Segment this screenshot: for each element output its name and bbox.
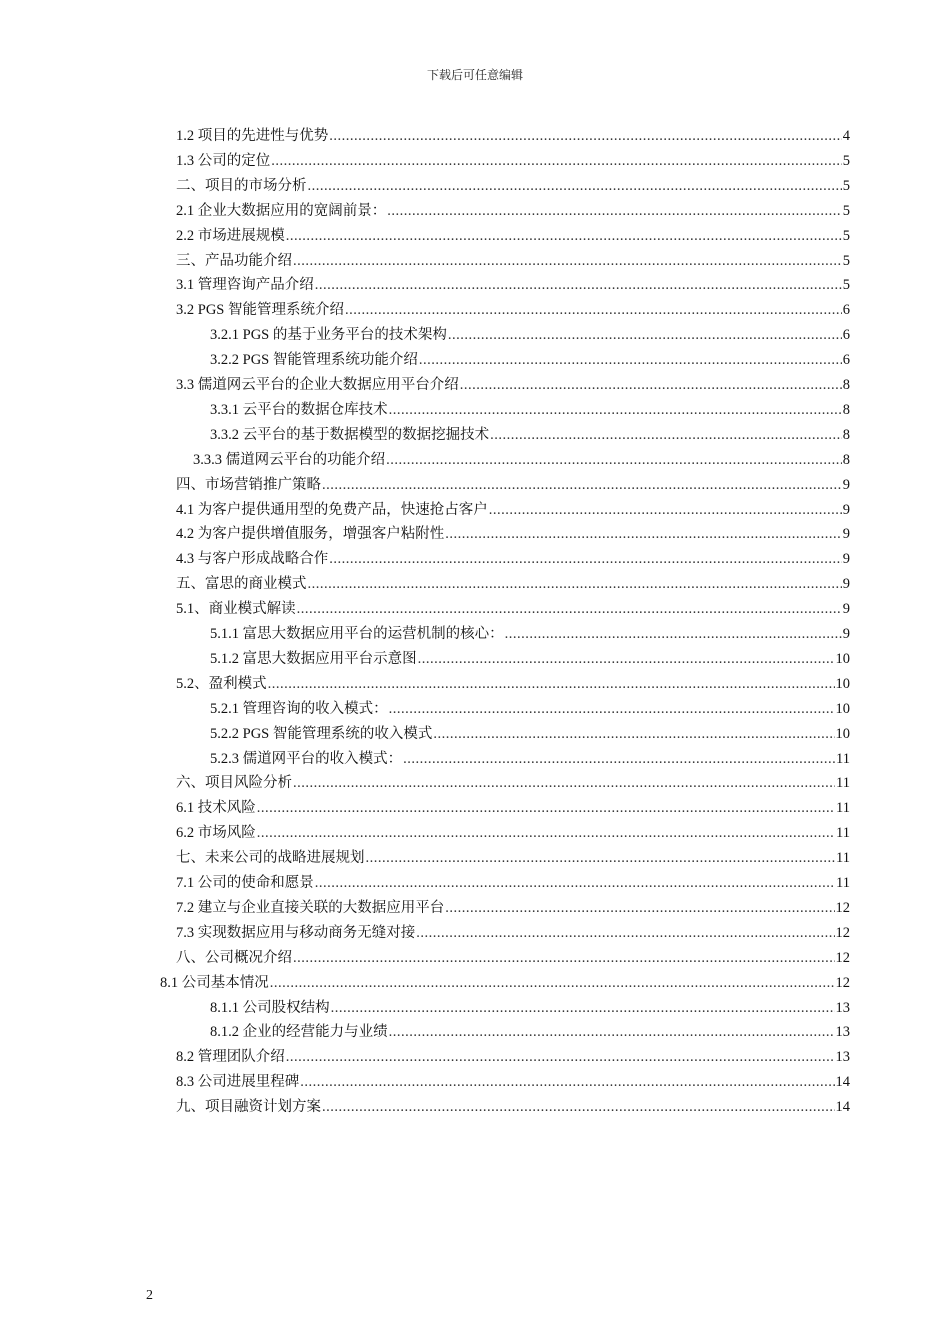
toc-entry[interactable]	[176, 174, 850, 198]
toc-entry-page: 9	[842, 476, 850, 493]
toc-entry-label: 3.2 PGS 智能管理系统介绍	[176, 302, 344, 319]
toc-leader-dots	[329, 547, 842, 571]
toc-entry[interactable]	[210, 348, 850, 372]
toc-entry[interactable]	[176, 1070, 850, 1094]
toc-entry-page: 5	[842, 277, 850, 294]
toc-entry-label: 5.1、商业模式解读	[176, 601, 296, 618]
toc-entry-label: 三、产品功能介绍	[176, 252, 292, 269]
toc-entry-page: 11	[836, 825, 850, 842]
toc-entry-page: 9	[842, 551, 850, 568]
toc-entry-label: 5.1.1 富思大数据应用平台的运营机制的核心：	[210, 626, 504, 642]
toc-entry[interactable]	[210, 1020, 850, 1044]
toc-leader-dots	[366, 846, 836, 870]
toc-entry-label: 3.3.3 儒道网云平台的功能介绍	[193, 451, 386, 468]
toc-entry-label: 2.2 市场进展规模	[176, 227, 285, 244]
toc-entry-label: 5.2.3 儒道网平台的收入模式：	[210, 750, 403, 767]
toc-entry-page: 10	[835, 675, 850, 692]
toc-entry-page: 6	[842, 302, 850, 319]
toc-entry[interactable]	[160, 971, 850, 995]
toc-entry-label: 3.3.2 云平台的基于数据模型的数据挖掘技术	[210, 426, 490, 443]
toc-entry-label: 1.3 公司的定位	[176, 152, 271, 169]
toc-entry-page: 5	[842, 177, 850, 194]
toc-leader-dots	[293, 249, 842, 273]
toc-entry-label: 七、未来公司的战略进展规划	[176, 850, 365, 867]
toc-entry-page: 11	[836, 775, 850, 792]
toc-entry[interactable]	[176, 771, 850, 795]
toc-entry-label: 4.3 与客户形成战略合作	[176, 551, 329, 568]
toc-entry-label: 二、项目的市场分析	[176, 177, 307, 194]
toc-entry[interactable]	[176, 672, 850, 696]
toc-entry-label: 7.2 建立与企业直接关联的大数据应用平台	[176, 899, 445, 916]
toc-entry-page: 13	[835, 1024, 850, 1041]
toc-leader-dots	[322, 473, 842, 497]
toc-entry-label: 3.1 管理咨询产品介绍	[176, 277, 314, 294]
toc-entry-label: 九、项目融资计划方案	[176, 1099, 321, 1116]
toc-leader-dots	[293, 771, 835, 795]
toc-entry-page: 8	[842, 451, 850, 468]
toc-leader-dots	[416, 921, 834, 945]
toc-entry-label: 8.3 公司进展里程碑	[176, 1074, 300, 1091]
toc-leader-dots	[286, 224, 842, 248]
toc-entry-label: 六、项目风险分析	[176, 775, 292, 792]
toc-entry[interactable]	[176, 1045, 850, 1069]
toc-entry-label: 3.3.1 云平台的数据仓库技术	[210, 401, 388, 418]
toc-leader-dots	[489, 498, 842, 522]
toc-entry-label: 五、富思的商业模式	[176, 576, 307, 593]
toc-entry[interactable]	[210, 622, 850, 646]
toc-entry-page: 13	[835, 1049, 850, 1066]
toc-entry-label: 6.2 市场风险	[176, 825, 256, 842]
toc-entry[interactable]	[176, 273, 850, 297]
toc-entry[interactable]	[210, 423, 850, 447]
toc-leader-dots	[505, 622, 842, 646]
toc-entry[interactable]	[176, 821, 850, 845]
toc-entry[interactable]	[176, 473, 850, 497]
toc-entry-page: 11	[836, 850, 850, 867]
toc-entry-page: 10	[835, 650, 850, 667]
toc-leader-dots	[270, 971, 835, 995]
toc-entry-page: 9	[842, 526, 850, 543]
toc-leader-dots	[271, 149, 842, 173]
toc-entry-page: 6	[842, 327, 850, 344]
toc-entry-label: 1.2 项目的先进性与优势	[176, 128, 329, 144]
toc-leader-dots	[448, 323, 842, 347]
toc-entry-page: 4	[842, 128, 850, 144]
toc-leader-dots	[387, 199, 842, 223]
toc-entry-page: 12	[835, 899, 850, 916]
toc-entry-page: 13	[835, 999, 850, 1016]
toc-entry-label: 7.1 公司的使命和愿景	[176, 875, 314, 891]
toc-entry-label: 2.1 企业大数据应用的宽阔前景：	[176, 202, 387, 219]
toc-entry-label: 8.1 公司基本情况	[160, 974, 269, 991]
toc-entry-page: 9	[842, 576, 850, 593]
toc-entry-page: 10	[835, 725, 850, 742]
toc-entry-page: 9	[842, 626, 850, 642]
toc-entry[interactable]	[176, 298, 850, 322]
toc-leader-dots	[331, 996, 835, 1020]
toc-leader-dots	[329, 124, 842, 148]
toc-entry[interactable]	[176, 796, 850, 820]
toc-leader-dots	[315, 871, 835, 895]
toc-leader-dots	[445, 522, 842, 546]
toc-entry-page: 5	[842, 252, 850, 269]
toc-entry-label: 四、市场营销推广策略	[176, 476, 321, 493]
toc-leader-dots	[308, 174, 842, 198]
toc-entry-label: 6.1 技术风险	[176, 800, 256, 817]
toc-leader-dots	[286, 1045, 835, 1069]
toc-entry[interactable]	[193, 448, 850, 472]
toc-entry[interactable]	[176, 896, 850, 920]
toc-entry-page: 11	[836, 875, 850, 891]
toc-entry-label: 8.2 管理团队介绍	[176, 1049, 285, 1066]
toc-leader-dots	[418, 647, 835, 671]
toc-entry-label: 3.2.2 PGS 智能管理系统功能介绍	[210, 352, 418, 369]
toc-leader-dots	[293, 946, 835, 970]
toc-entry-page: 9	[842, 501, 850, 518]
toc-entry-page: 5	[842, 227, 850, 244]
toc-leader-dots	[315, 273, 842, 297]
toc-entry-page: 6	[842, 352, 850, 369]
toc-entry[interactable]	[210, 996, 850, 1020]
toc-entry[interactable]	[176, 249, 850, 273]
toc-entry[interactable]	[176, 597, 850, 621]
toc-leader-dots	[268, 672, 835, 696]
toc-entry[interactable]	[176, 149, 850, 173]
toc-entry[interactable]	[176, 498, 850, 522]
toc-leader-dots	[257, 821, 835, 845]
toc-entry[interactable]	[176, 522, 850, 546]
toc-entry-label: 八、公司概况介绍	[176, 949, 292, 966]
toc-entry[interactable]	[210, 647, 850, 671]
toc-entry[interactable]	[210, 323, 850, 347]
toc-entry-label: 5.2.2 PGS 智能管理系统的收入模式	[210, 725, 433, 742]
toc-entry[interactable]	[176, 1095, 850, 1119]
toc-leader-dots	[300, 1070, 834, 1094]
toc-entry[interactable]	[210, 747, 850, 771]
toc-entry-label: 5.1.2 富思大数据应用平台示意图	[210, 650, 417, 667]
toc-entry-label: 7.3 实现数据应用与移动商务无缝对接	[176, 924, 416, 941]
toc-entry[interactable]	[210, 697, 850, 721]
toc-leader-dots	[403, 747, 835, 771]
toc-leader-dots	[490, 423, 842, 447]
toc-entry-page: 5	[842, 152, 850, 169]
toc-entry[interactable]	[210, 398, 850, 422]
toc-entry-page: 9	[842, 601, 850, 618]
toc-entry[interactable]	[176, 871, 850, 895]
toc-leader-dots	[389, 398, 842, 422]
toc-entry[interactable]	[176, 921, 850, 945]
toc-leader-dots	[297, 597, 842, 621]
toc-entry-page: 12	[835, 924, 850, 941]
toc-leader-dots	[419, 348, 842, 372]
toc-entry-page: 12	[835, 949, 850, 966]
toc-entry-page: 12	[835, 974, 850, 991]
toc-entry[interactable]	[176, 547, 850, 571]
toc-entry-label: 3.3 儒道网云平台的企业大数据应用平台介绍	[176, 377, 459, 393]
toc-entry[interactable]	[176, 373, 850, 397]
toc-entry-page: 11	[836, 750, 850, 767]
toc-entry-page: 8	[842, 401, 850, 418]
toc-leader-dots	[308, 572, 842, 596]
toc-entry[interactable]	[176, 224, 850, 248]
toc-leader-dots	[345, 298, 842, 322]
toc-entry-label: 4.2 为客户提供增值服务，增强客户粘附性	[176, 526, 445, 543]
toc-leader-dots	[445, 896, 834, 920]
toc-leader-dots	[389, 1020, 835, 1044]
page-header: 下载后可任意编辑	[426, 68, 523, 82]
toc-entry-page: 14	[835, 1074, 850, 1091]
toc-entry-page: 10	[835, 700, 850, 717]
toc-entry-page: 8	[842, 377, 850, 393]
toc-leader-dots	[322, 1095, 835, 1119]
toc-entry[interactable]	[176, 846, 850, 870]
toc-entry[interactable]	[176, 572, 850, 596]
toc-entry-page: 14	[835, 1099, 850, 1116]
toc-entry-page: 5	[842, 202, 850, 219]
toc-entry[interactable]	[176, 946, 850, 970]
toc-leader-dots	[257, 796, 835, 820]
toc-leader-dots	[433, 722, 834, 746]
toc-entry-label: 3.2.1 PGS 的基于业务平台的技术架构	[210, 327, 447, 344]
toc-leader-dots	[386, 448, 842, 472]
toc-entry-label: 5.2.1 管理咨询的收入模式：	[210, 700, 388, 717]
toc-entry-page: 8	[842, 426, 850, 443]
toc-entry[interactable]	[176, 199, 850, 223]
toc-entry[interactable]	[176, 124, 850, 148]
toc-entry-label: 8.1.1 公司股权结构	[210, 999, 330, 1016]
toc-entry[interactable]	[210, 722, 850, 746]
toc-leader-dots	[389, 697, 835, 721]
toc-entry-label: 4.1 为客户提供通用型的免费产品，快速抢占客户	[176, 501, 488, 518]
page-number: 2	[146, 1288, 153, 1303]
toc-entry-label: 5.2、盈利模式	[176, 675, 267, 692]
toc-entry-page: 11	[836, 800, 850, 817]
toc-leader-dots	[460, 373, 842, 397]
toc-entry-label: 8.1.2 企业的经营能力与业绩	[210, 1024, 388, 1041]
